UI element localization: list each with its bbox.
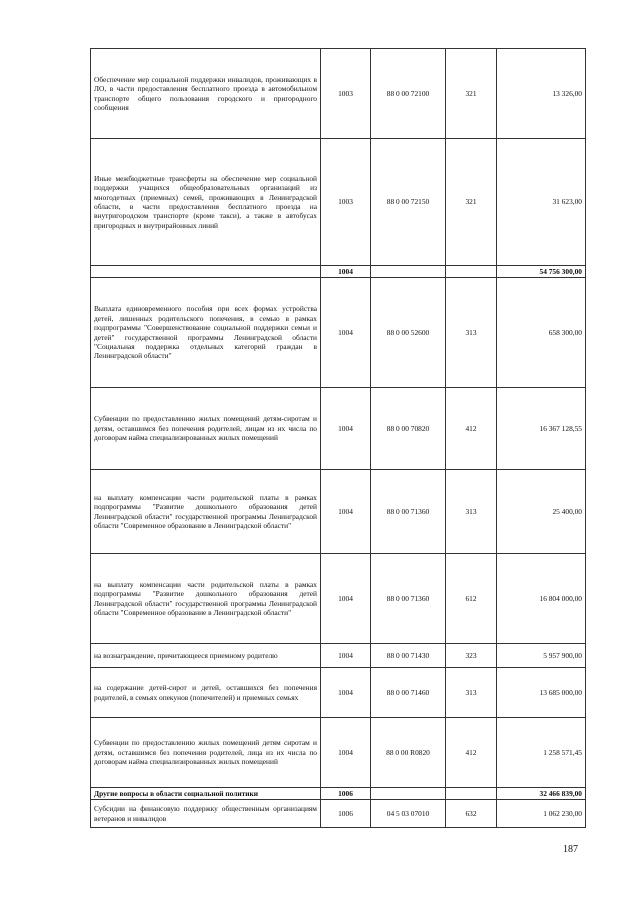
row-vr: 323 [446, 644, 497, 668]
row-csr: 88 0 00 52600 [371, 278, 446, 388]
row-name: на вознаграждение, причитающееся приемному родителю [91, 644, 321, 668]
row-vr: 612 [446, 554, 497, 644]
row-csr: 88 0 00 71430 [371, 644, 446, 668]
row-name: Иные межбюджетные трансферты на обеспечение мер социальной поддержки учащихся общеобразовательных организаций из многодетных (приемных) семей, проживающих в Ленинградской области, в части предоставления бесплатного проезда на внутригородском транспорте (кроме такси), а также в автобусах пригородных и внутрирайонных линий [91, 139, 321, 266]
table-row [91, 278, 586, 388]
row-section: 1004 [321, 718, 371, 788]
row-sum: 16 804 000,00 [497, 554, 586, 644]
row-sum: 25 400,00 [497, 470, 586, 554]
row-section: 1006 [321, 788, 371, 800]
table-row [91, 49, 586, 139]
row-csr: 88 0 00 71360 [371, 470, 446, 554]
row-sum: 31 623,00 [497, 139, 586, 266]
row-section: 1004 [321, 668, 371, 718]
row-csr: 88 0 00 70820 [371, 388, 446, 470]
row-vr: 412 [446, 388, 497, 470]
row-csr: 88 0 00 72150 [371, 139, 446, 266]
row-name: на выплату компенсации части родительской платы в рамках подпрограммы "Развитие дошкольного образования детей Ленинградской области" государственной программы Ленинградской области "Современное образование в Ленинградской области" [91, 554, 321, 644]
row-section: 1004 [321, 266, 371, 278]
budget-table-page [90, 48, 586, 828]
row-sum: 54 756 300,00 [497, 266, 586, 278]
row-sum: 658 300,00 [497, 278, 586, 388]
table-row-section-heading [91, 788, 586, 800]
row-name [91, 266, 321, 278]
row-section: 1004 [321, 644, 371, 668]
row-csr [371, 788, 446, 800]
budget-table [90, 48, 586, 828]
row-section: 1003 [321, 139, 371, 266]
row-csr: 88 0 00 72100 [371, 49, 446, 139]
row-name: Субсидии на финансовую поддержку общественным организациям ветеранов и инвалидов [91, 800, 321, 828]
row-vr [446, 266, 497, 278]
row-name: Обеспечение мер социальной поддержки инвалидов, проживающих в ЛО, в части предоставления бесплатного проезда в автомобильном транспорте общего пользования городского и пригородного сообщения [91, 49, 321, 139]
table-row-total [91, 266, 586, 278]
row-section: 1004 [321, 278, 371, 388]
row-sum: 16 367 128,55 [497, 388, 586, 470]
page-number: 187 [563, 844, 578, 855]
row-sum: 13 685 000,00 [497, 668, 586, 718]
row-name: Выплата единовременного пособия при всех формах устройства детей, лишенных родительского попечения, в семью в рамках подпрограммы "Совершенствование социальной поддержки семьи и детей" государственной программы Ленинградской области "Социальная поддержка отдельных категорий граждан в Ленинградской области" [91, 278, 321, 388]
table-row [91, 718, 586, 788]
row-name: Субвенции по предоставлению жилых помещений детям-сиротам и детям, оставшимся без попечения родителей, лицам из их числа по договорам найма специализированных жилых помещений [91, 388, 321, 470]
row-section: 1003 [321, 49, 371, 139]
table-row [91, 470, 586, 554]
row-name: на выплату компенсации части родительской платы в рамках подпрограммы "Развитие дошкольного образования детей Ленинградской области" государственной программы Ленинградской области "Современное образование в Ленинградской области" [91, 470, 321, 554]
row-section: 1004 [321, 470, 371, 554]
row-section: 1006 [321, 800, 371, 828]
table-row [91, 668, 586, 718]
table-row [91, 644, 586, 668]
row-sum: 1 062 230,00 [497, 800, 586, 828]
row-csr [371, 266, 446, 278]
table-row [91, 139, 586, 266]
row-vr [446, 788, 497, 800]
row-name: Другие вопросы в области социальной политики [91, 788, 321, 800]
row-sum: 1 258 571,45 [497, 718, 586, 788]
row-csr: 04 5 03 07010 [371, 800, 446, 828]
row-vr: 412 [446, 718, 497, 788]
table-row [91, 554, 586, 644]
row-vr: 321 [446, 139, 497, 266]
table-row [91, 800, 586, 828]
row-sum: 13 326,00 [497, 49, 586, 139]
row-csr: 88 0 00 71460 [371, 668, 446, 718]
row-sum: 5 957 900,00 [497, 644, 586, 668]
row-vr: 313 [446, 668, 497, 718]
row-name: на содержание детей-сирот и детей, оставшихся без попечения родителей, в семьях опекунов (попечителей) и приемных семьях [91, 668, 321, 718]
table-row [91, 388, 586, 470]
row-csr: 88 0 00 71360 [371, 554, 446, 644]
row-vr: 313 [446, 470, 497, 554]
row-csr: 88 0 00 R0820 [371, 718, 446, 788]
row-name: Субвенции по предоставлению жилых помещений детям сиротам и детям, оставшимся без попечения родителей, лица из их числа по договорам найма специализированных жилых помещений [91, 718, 321, 788]
row-vr: 321 [446, 49, 497, 139]
row-vr: 632 [446, 800, 497, 828]
row-section: 1004 [321, 388, 371, 470]
row-section: 1004 [321, 554, 371, 644]
row-sum: 32 466 839,00 [497, 788, 586, 800]
row-vr: 313 [446, 278, 497, 388]
